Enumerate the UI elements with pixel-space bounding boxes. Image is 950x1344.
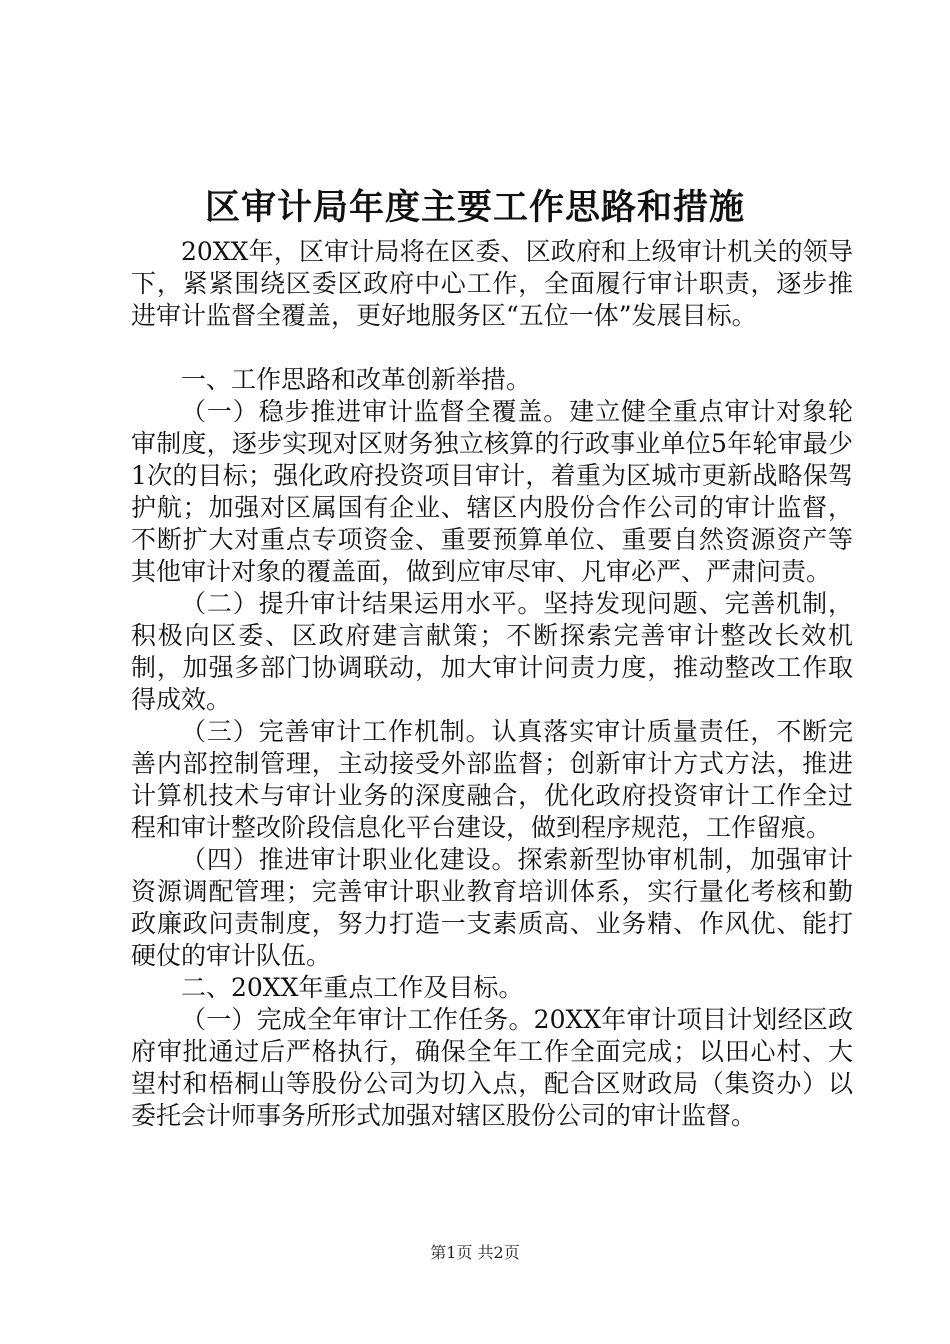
section-heading-2: 二、20XX年重点工作及目标。: [181, 973, 524, 1002]
paragraph-spacer: [131, 332, 853, 364]
subsection-paragraph-1-4: （四）推进审计职业化建设。探索新型协审机制，加强审计资源调配管理；完善审计职业教育培训体系，实行量化考核和勤政廉政问责制度，努力打造一支素质高、业务精、作风优、能打硬仗的审计队伍。: [131, 845, 853, 970]
subsection-paragraph-2-1: （一）完成全年审计工作任务。20XX年审计项目计划经区政府审批通过后严格执行，确保全年工作全面完成；以田心村、大望村和梧桐山等股份公司为切入点，配合区财政局（集资办）以委托会计师事务所形式加强对辖区股份公司的审计监督。: [131, 1005, 853, 1130]
page-footer: 第1页 共2页: [430, 1243, 520, 1262]
subsection-paragraph-1-3: （三）完善审计工作机制。认真落实审计质量责任，不断完善内部控制管理，主动接受外部监督；创新审计方式方法，推进计算机技术与审计业务的深度融合，优化政府投资审计工作全过程和审计整改阶段信息化平台建设，做到程序规范，工作留痕。: [131, 717, 853, 842]
subsection-paragraph-1-2: （二）提升审计结果运用水平。坚持发现问题、完善机制，积极向区委、区政府建言献策；不断探索完善审计整改长效机制，加强多部门协调联动，加大审计问责力度，推动整改工作取得成效。: [131, 589, 853, 714]
section-heading-1: 一、工作思路和改革创新举措。: [181, 365, 532, 394]
intro-paragraph: 20XX年，区审计局将在区委、区政府和上级审计机关的领导下，紧紧围绕区委区政府中心工作，全面履行审计职责，逐步推进审计监督全覆盖，更好地服务区“五位一体”发展目标。: [131, 237, 853, 330]
document-title: 区审计局年度主要工作思路和措施: [204, 187, 745, 228]
subsection-paragraph-1-1: （一）稳步推进审计监督全覆盖。建立健全重点审计对象轮审制度，逐步实现对区财务独立核算的行政事业单位5年轮审最少1次的目标；强化政府投资项目审计，着重为区城市更新战略保驾护航；加强对区属国有企业、辖区内股份合作公司的审计监督，不断扩大对重点专项资金、重要预算单位、重要自然资源资产等其他审计对象的覆盖面，做到应审尽审、凡审必严、严肃问责。: [131, 397, 853, 586]
document-body: [131, 236, 853, 1132]
